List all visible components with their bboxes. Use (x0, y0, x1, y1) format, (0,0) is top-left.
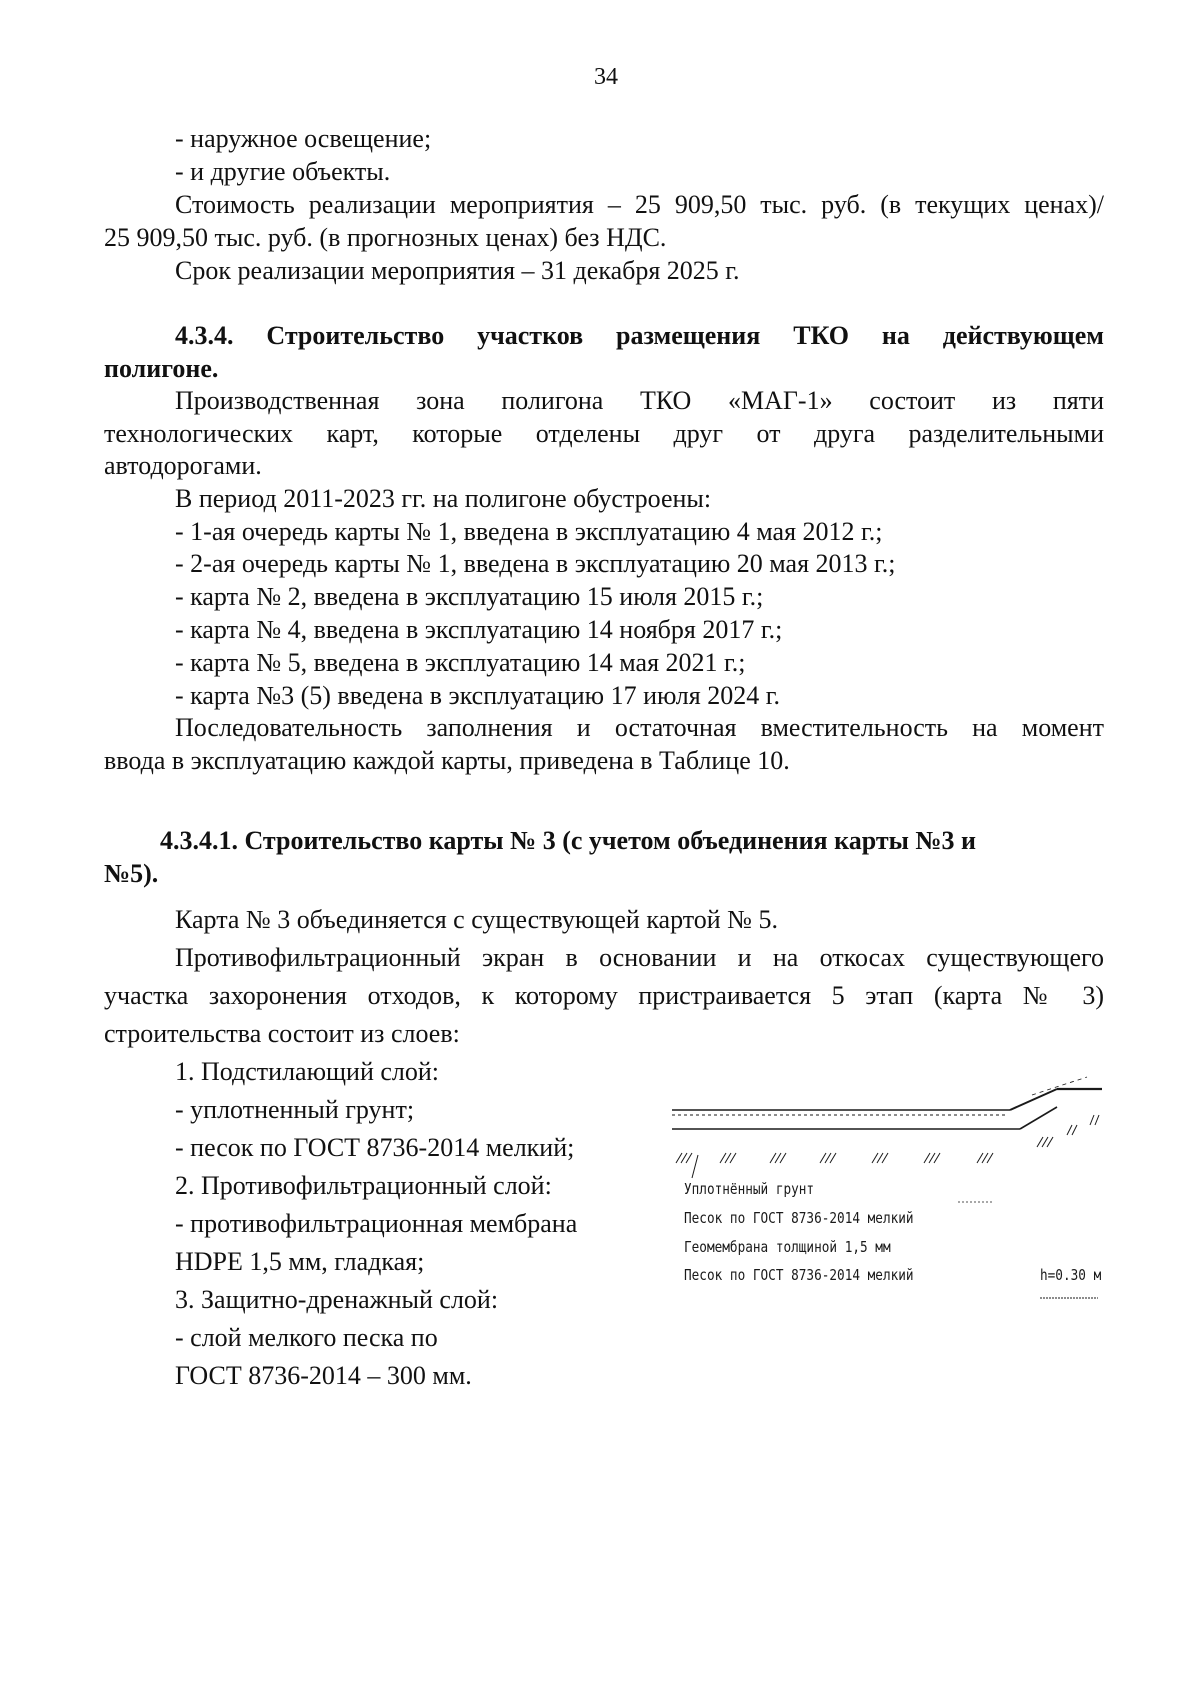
sequence-line-1: Последовательность заполнения и остаточная вместительность на момент (175, 713, 1104, 742)
list-item: - 1-ая очередь карты № 1, введена в эксплуатацию 4 мая 2012 г.; (175, 517, 883, 546)
zone-para-line-1: Производственная зона полигона ТКО «МАГ-1» состоит из пяти (175, 386, 1104, 415)
layer-item: - уплотненный грунт; (175, 1095, 415, 1124)
list-item: - карта №3 (5) введена в эксплуатацию 17 июля 2024 г. (175, 681, 780, 710)
leader-line (692, 1155, 698, 1178)
zone-para-line-3: автодорогами. (104, 451, 262, 480)
layer-item: - слой мелкого песка по (175, 1323, 438, 1352)
list-item: - карта № 5, введена в эксплуатацию 14 мая 2021 г.; (175, 648, 746, 677)
screen-para-line-2: участка захоронения отходов, к которому пристраивается 5 этап (карта № 3) (104, 981, 1104, 1010)
list-item: - карта № 4, введена в эксплуатацию 14 ноября 2017 г.; (175, 615, 783, 644)
list-item: - наружное освещение; (175, 124, 432, 153)
soil-hatching (676, 1115, 1099, 1163)
section-heading-434-cont: полигоне. (104, 354, 219, 383)
cost-line-2: 25 909,50 тыс. руб. (в прогнозных ценах) без НДС. (104, 223, 667, 252)
section-heading-434: 4.3.4. Строительство участков размещения ТКО на действующем (175, 321, 1104, 350)
section-heading-4341: 4.3.4.1. Строительство карты № 3 (с учетом объединения карты №3 и (160, 826, 977, 855)
diagram-label-compacted-soil: Уплотнённый грунт (684, 1180, 815, 1198)
period-intro: В период 2011-2023 гг. на полигоне обустроены: (175, 484, 712, 513)
layer-item: 1. Подстилающий слой: (175, 1057, 440, 1086)
diagram-label-sand-lower: Песок по ГОСТ 8736-2014 мелкий (684, 1209, 914, 1227)
zone-para-line-2: технологических карт, которые отделены друг от друга разделительными (104, 419, 1104, 448)
diagram-label-geomembrane: Геомембрана толщиной 1,5 мм (684, 1238, 891, 1256)
layer-item: - песок по ГОСТ 8736-2014 мелкий; (175, 1133, 575, 1162)
diagram-label-sand-upper: Песок по ГОСТ 8736-2014 мелкий (684, 1266, 914, 1284)
section-heading-4341-cont: №5). (104, 859, 159, 888)
cost-line-1: Стоимость реализации мероприятия – 25 909,50 тыс. руб. (в текущих ценах)/ (175, 190, 1104, 219)
layer-item: - противофильтрационная мембрана (175, 1209, 578, 1238)
merge-text: Карта № 3 объединяется с существующей картой № 5. (175, 905, 778, 934)
slope-line-upper (1010, 1089, 1057, 1110)
screen-para-line-3: строительства состоит из слоев: (104, 1019, 460, 1048)
slope-line-lower (1020, 1107, 1057, 1129)
layer-item: 2. Противофильтрационный слой: (175, 1171, 552, 1200)
list-item: - 2-ая очередь карты № 1, введена в эксплуатацию 20 мая 2013 г.; (175, 549, 896, 578)
deadline-text: Срок реализации мероприятия – 31 декабря 2025 г. (175, 256, 740, 285)
list-item: - и другие объекты. (175, 157, 391, 186)
sequence-line-2: ввода в эксплуатацию каждой карты, приведена в Таблице 10. (104, 746, 790, 775)
page-number: 34 (594, 64, 618, 90)
layer-item: HDPE 1,5 мм, гладкая; (175, 1247, 425, 1276)
diagram-thickness-label: h=0.30 м (1040, 1266, 1102, 1284)
liner-cross-section-diagram (662, 1075, 1102, 1305)
screen-para-line-1: Противофильтрационный экран в основании и на откосах существующего (175, 943, 1104, 972)
list-item: - карта № 2, введена в эксплуатацию 15 июля 2015 г.; (175, 582, 764, 611)
layer-item: ГОСТ 8736-2014 – 300 мм. (175, 1361, 472, 1390)
layer-item: 3. Защитно-дренажный слой: (175, 1285, 499, 1314)
slope-guide-line (1032, 1077, 1087, 1095)
